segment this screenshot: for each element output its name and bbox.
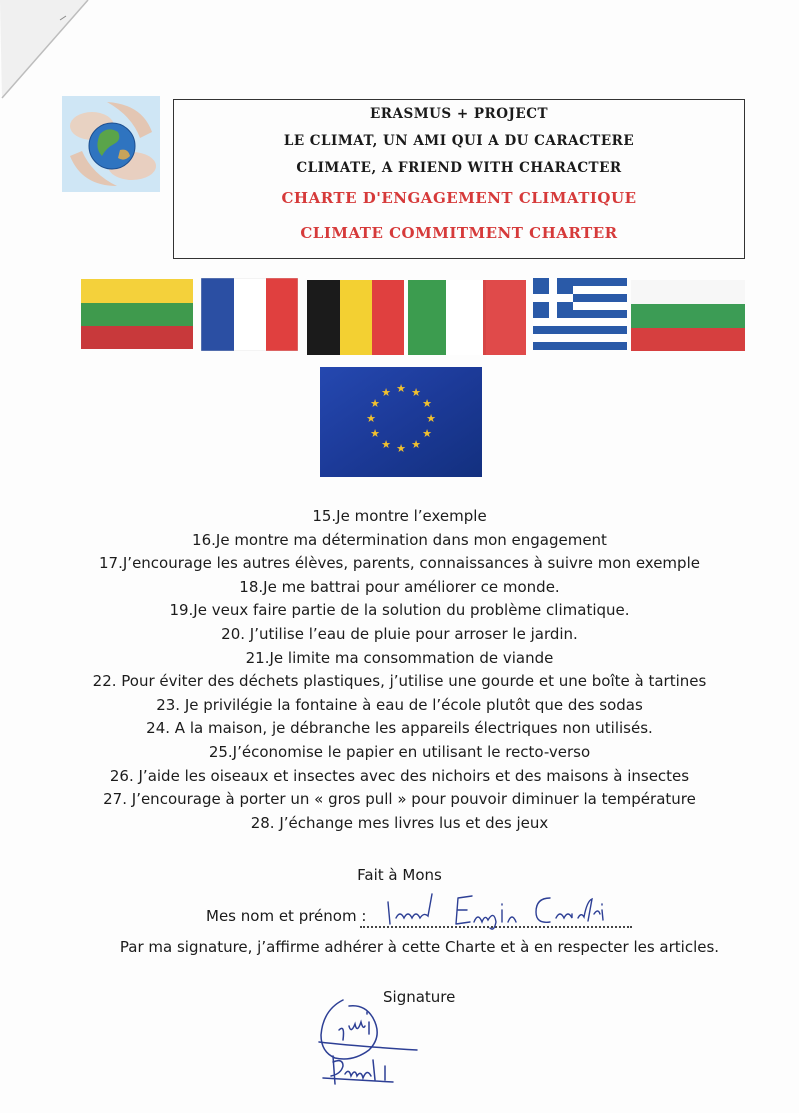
austria-flag-icon <box>486 280 526 355</box>
bulgaria-flag-icon <box>631 280 745 351</box>
commitment-item: 18.Je me battrai pour améliorer ce monde. <box>239 577 560 596</box>
handwritten-signature <box>313 990 423 1090</box>
svg-text:★: ★ <box>422 397 432 410</box>
svg-text:★: ★ <box>370 427 380 440</box>
france-flag-icon <box>201 278 298 351</box>
commitment-item: 16.Je montre ma détermination dans mon engagement <box>192 530 607 549</box>
svg-text:★: ★ <box>366 412 376 425</box>
commitment-item: 19.Je veux faire partie de la solution du problème climatique. <box>169 601 630 620</box>
handwritten-name <box>380 888 610 930</box>
commitment-list <box>0 505 799 835</box>
greece-flag-icon <box>533 278 627 350</box>
svg-text:★: ★ <box>426 412 436 425</box>
commitment-item: 15.Je montre l’exemple <box>312 507 487 525</box>
affirmation-text: Par ma signature, j’affirme adhérer à cette Charte et à en respecter les articles. <box>119 938 720 956</box>
charter-title-fr: CHARTE D'ENGAGEMENT CLIMATIQUE <box>281 189 637 207</box>
commitment-item: 26. J’aide les oiseaux et insectes avec des nichoirs et des maisons à insectes <box>109 766 690 785</box>
lithuania-flag-icon <box>81 279 193 349</box>
earth-in-hands-icon <box>62 96 160 192</box>
svg-text:★: ★ <box>411 438 421 451</box>
svg-text:★: ★ <box>396 442 406 455</box>
belgium-flag-icon <box>307 280 404 355</box>
svg-text:★: ★ <box>422 427 432 440</box>
commitment-item: 24. A la maison, je débranche les appareils électriques non utilisés. <box>146 719 653 738</box>
project-subtitle-en: CLIMATE, A FRIEND WITH CHARACTER <box>296 160 622 176</box>
commitment-item: 23. Je privilégie la fontaine à eau de l’école plutôt que des sodas <box>156 695 643 714</box>
svg-text:★: ★ <box>370 397 380 410</box>
project-title-box <box>173 99 745 259</box>
svg-text:★: ★ <box>396 382 406 395</box>
commitment-item: 17.J’encourage les autres élèves, parents, connaissances à suivre mon exemple <box>99 554 700 573</box>
commitment-item: 21.Je limite ma consommation de viande <box>245 648 554 667</box>
project-name: ERASMUS + PROJECT <box>369 106 548 122</box>
commitment-item: 27. J’encourage à porter un « gros pull » pour pouvoir diminuer la température <box>103 790 696 809</box>
svg-text:★: ★ <box>381 386 391 399</box>
project-subtitle-fr: LE CLIMAT, UN AMI QUI A DU CARACTERE <box>283 133 635 149</box>
svg-text:★: ★ <box>381 438 391 451</box>
commitment-item: 28. J’échange mes livres lus et des jeux <box>250 813 549 832</box>
commitment-item: 22. Pour éviter des déchets plastiques, j’utilise une gourde et une boîte à tartines <box>92 672 707 691</box>
signature-label: Signature <box>383 988 456 1006</box>
folded-corner-mark <box>0 0 90 100</box>
place-line: Fait à Mons <box>357 866 442 884</box>
charter-title-en: CLIMATE COMMITMENT CHARTER <box>300 224 618 242</box>
commitment-item: 25.J’économise le papier en utilisant le recto-verso <box>208 742 591 761</box>
svg-text:★: ★ <box>411 386 421 399</box>
eu-flag-icon <box>320 367 482 477</box>
commitment-item: 20. J’utilise l’eau de pluie pour arroser le jardin. <box>221 624 578 643</box>
name-label: Mes nom et prénom : <box>206 907 367 925</box>
